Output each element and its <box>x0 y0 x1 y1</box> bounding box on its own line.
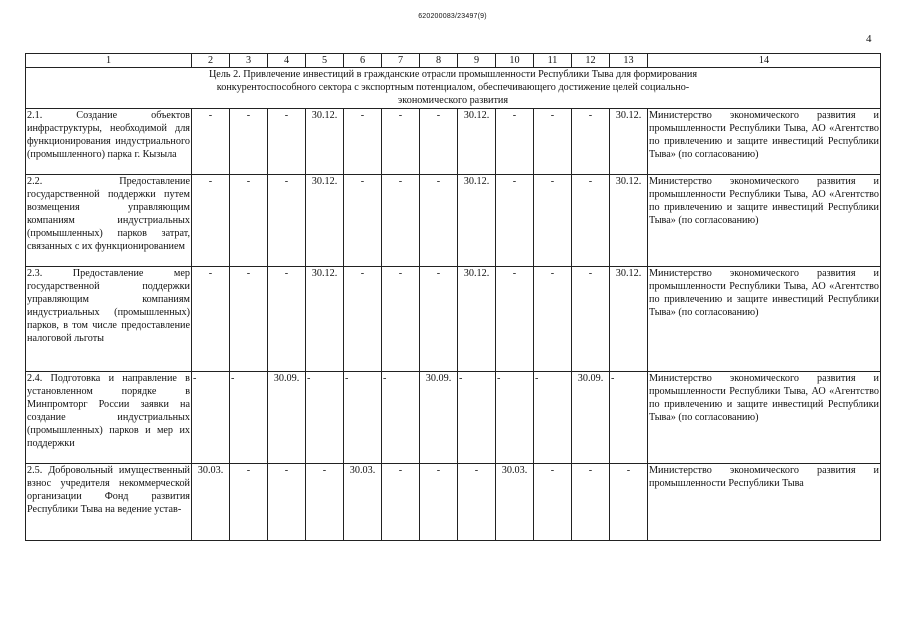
deadline-cell: 30.09. <box>572 372 610 464</box>
deadline-cell: - <box>420 267 458 372</box>
deadline-cell: - <box>534 267 572 372</box>
responsible-executor: Министерство экономического развития и промышленности Республики Тыва <box>648 464 881 541</box>
measure-name: 2.4. Подготовка и направление в установленном порядке в Минпромторг России заявки на создание индустриальных (промышленных) парков и мер их поддержки <box>26 372 192 464</box>
responsible-executor: Министерство экономического развития и промышленности Республики Тыва, АО «Агентство по привлечению и защите инвестиций Республики Тыва» (по согласованию) <box>648 109 881 175</box>
deadline-cell: 30.12. <box>458 175 496 267</box>
responsible-executor: Министерство экономического развития и промышленности Республики Тыва, АО «Агентство по привлечению и защите инвестиций Республики Тыва» (по согласованию) <box>648 372 881 464</box>
deadline-cell: 30.03. <box>344 464 382 541</box>
deadline-cell: - <box>534 109 572 175</box>
deadline-cell: 30.12. <box>306 175 344 267</box>
measure-name: 2.1. Создание объектов инфраструктуры, необходимой для функционирования индустриального (промышленного) парка г. Кызыла <box>26 109 192 175</box>
deadline-cell: 30.12. <box>610 175 648 267</box>
deadline-cell: - <box>268 175 306 267</box>
deadline-cell: - <box>192 175 230 267</box>
deadline-cell: - <box>230 267 268 372</box>
deadline-cell: - <box>306 464 344 541</box>
measure-name <box>26 464 192 541</box>
deadline-cell: - <box>344 109 382 175</box>
plan-table <box>25 53 881 541</box>
deadline-cell: - <box>382 175 420 267</box>
deadline-cell: - <box>344 372 382 464</box>
table-row <box>26 109 881 175</box>
deadline-cell: - <box>230 464 268 541</box>
deadline-cell: 30.03. <box>496 464 534 541</box>
deadline-cell: - <box>572 109 610 175</box>
column-number: 14 <box>648 54 881 68</box>
deadline-cell: 30.12. <box>610 267 648 372</box>
column-number: 4 <box>268 54 306 68</box>
document-id: 620200083/23497(9) <box>418 13 487 20</box>
deadline-cell: - <box>496 109 534 175</box>
table-row <box>26 175 881 267</box>
column-number-row <box>26 54 881 68</box>
deadline-cell: - <box>306 372 344 464</box>
deadline-cell: - <box>458 372 496 464</box>
column-number: 2 <box>192 54 230 68</box>
column-number: 6 <box>344 54 382 68</box>
deadline-cell: - <box>496 267 534 372</box>
deadline-cell: 30.12. <box>610 109 648 175</box>
deadline-cell: - <box>610 372 648 464</box>
deadline-cell: - <box>420 109 458 175</box>
column-number: 13 <box>610 54 648 68</box>
deadline-cell: - <box>192 109 230 175</box>
deadline-cell: - <box>534 372 572 464</box>
deadline-cell: - <box>382 464 420 541</box>
deadline-cell: - <box>534 464 572 541</box>
table-row <box>26 464 881 541</box>
column-number: 7 <box>382 54 420 68</box>
goal-row <box>26 68 881 109</box>
deadline-cell: 30.03. <box>192 464 230 541</box>
responsible-executor: Министерство экономического развития и промышленности Республики Тыва, АО «Агентство по привлечению и защите инвестиций Республики Тыва» (по согласованию) <box>648 267 881 372</box>
column-number: 5 <box>306 54 344 68</box>
deadline-cell: 30.12. <box>458 267 496 372</box>
deadline-cell: - <box>496 372 534 464</box>
deadline-cell: - <box>458 464 496 541</box>
deadline-cell: - <box>192 372 230 464</box>
deadline-cell: - <box>268 109 306 175</box>
deadline-cell: - <box>344 267 382 372</box>
measure-name-text: 2.5. Добровольный имущественный взнос учредителя некоммерческой организации Фонд развития Республики Тыва на ведение устав- <box>27 465 190 515</box>
deadline-cell: - <box>230 109 268 175</box>
deadline-cell: 30.09. <box>268 372 306 464</box>
page-number: 4 <box>866 33 872 45</box>
deadline-cell: - <box>344 175 382 267</box>
deadline-cell: - <box>572 464 610 541</box>
deadline-cell: - <box>572 267 610 372</box>
column-number: 12 <box>572 54 610 68</box>
deadline-cell: - <box>382 267 420 372</box>
deadline-cell: 30.12. <box>306 109 344 175</box>
deadline-cell: 30.12. <box>458 109 496 175</box>
goal-text: Цель 2. Привлечение инвестиций в гражданские отрасли промышленности Республики Тыва для формирования конкурентоспособного сектора с экспортным потенциалом, обеспечивающего достижение целей социально-экономического развития <box>208 69 698 106</box>
table-row <box>26 267 881 372</box>
deadline-cell: - <box>382 372 420 464</box>
deadline-cell: - <box>496 175 534 267</box>
column-number: 9 <box>458 54 496 68</box>
deadline-cell: 30.12. <box>306 267 344 372</box>
deadline-cell: - <box>268 267 306 372</box>
deadline-cell: - <box>192 267 230 372</box>
measure-name: 2.3. Предоставление мер государственной поддержки управляющим компаниям индустриальных (промышленных) парков, в том числе предоставление налоговой льготы <box>26 267 192 372</box>
column-number: 8 <box>420 54 458 68</box>
column-number: 11 <box>534 54 572 68</box>
deadline-cell: - <box>420 175 458 267</box>
column-number: 1 <box>26 54 192 68</box>
deadline-cell: - <box>420 464 458 541</box>
goal-heading <box>26 68 881 109</box>
responsible-executor: Министерство экономического развития и промышленности Республики Тыва, АО «Агентство по привлечению и защите инвестиций Республики Тыва» (по согласованию) <box>648 175 881 267</box>
table-row <box>26 372 881 464</box>
deadline-cell: - <box>534 175 572 267</box>
column-number: 3 <box>230 54 268 68</box>
deadline-cell: - <box>572 175 610 267</box>
deadline-cell: - <box>610 464 648 541</box>
deadline-cell: - <box>230 175 268 267</box>
measure-name: 2.2. Предоставление государственной поддержки путем возмещения управляющим компаниям индустриальных (промышленных) парков затрат, связанных с их функционированием <box>26 175 192 267</box>
deadline-cell: - <box>382 109 420 175</box>
deadline-cell: - <box>268 464 306 541</box>
deadline-cell: 30.09. <box>420 372 458 464</box>
column-number: 10 <box>496 54 534 68</box>
deadline-cell: - <box>230 372 268 464</box>
